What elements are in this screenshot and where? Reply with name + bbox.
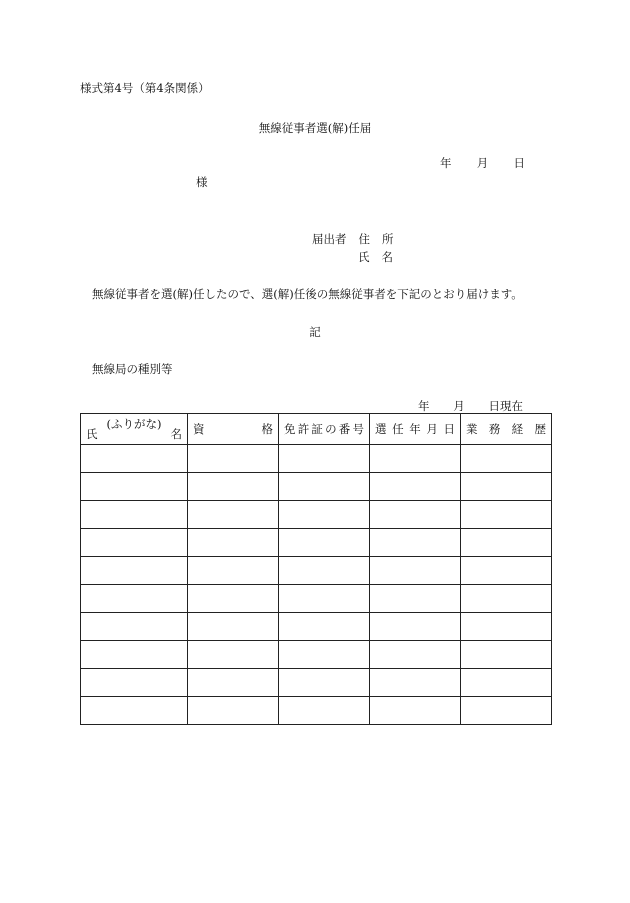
table-row — [81, 501, 552, 529]
table-cell[interactable] — [81, 445, 188, 473]
table-cell[interactable] — [81, 585, 188, 613]
table-cell[interactable] — [370, 641, 461, 669]
header-license-char: 号 — [352, 422, 364, 436]
table-cell[interactable] — [461, 697, 552, 725]
table-cell[interactable] — [188, 529, 279, 557]
header-appointment-date — [370, 414, 461, 445]
table-cell[interactable] — [370, 445, 461, 473]
header-license-char: 許 — [297, 422, 310, 436]
header-appointment-char: 任 — [392, 422, 404, 436]
table-cell[interactable] — [81, 669, 188, 697]
header-career-char: 経 — [511, 422, 524, 436]
table-row — [81, 669, 552, 697]
table-row — [81, 529, 552, 557]
form-number: 様式第4号（第4条関係） — [80, 81, 210, 95]
header-appointment-char: 年 — [409, 422, 421, 436]
notifier-name-row — [358, 249, 393, 265]
table-cell[interactable] — [461, 473, 552, 501]
table-cell[interactable] — [188, 445, 279, 473]
table-cell[interactable] — [188, 557, 279, 585]
table-cell[interactable] — [370, 613, 461, 641]
header-career-char: 業 — [466, 422, 478, 436]
submission-date — [440, 155, 525, 171]
header-qualification — [188, 414, 279, 445]
table-cell[interactable] — [188, 669, 279, 697]
header-name-kana: (ふりがな) — [106, 417, 162, 431]
table-cell[interactable] — [279, 613, 370, 641]
header-license-char: 免 — [284, 422, 296, 436]
day-label: 日 — [513, 156, 525, 170]
header-appointment-char: 選 — [375, 422, 387, 436]
table-cell[interactable] — [81, 473, 188, 501]
table-cell[interactable] — [461, 669, 552, 697]
table-cell[interactable] — [461, 613, 552, 641]
table-cell[interactable] — [370, 557, 461, 585]
table-cell[interactable] — [188, 697, 279, 725]
header-appointment-char: 日 — [443, 422, 455, 436]
table-cell[interactable] — [188, 641, 279, 669]
station-kind-label: 無線局の種別等 — [92, 362, 173, 376]
table-cell[interactable] — [279, 529, 370, 557]
address-char-1: 住 — [358, 232, 370, 246]
table-cell[interactable] — [81, 557, 188, 585]
table-cell[interactable] — [461, 641, 552, 669]
table-cell[interactable] — [279, 585, 370, 613]
table-cell[interactable] — [461, 445, 552, 473]
name-char-1: 氏 — [358, 250, 370, 264]
table-row — [81, 697, 552, 725]
table-cell[interactable] — [81, 613, 188, 641]
table-cell[interactable] — [461, 529, 552, 557]
table-cell[interactable] — [279, 697, 370, 725]
notifier-address-row — [312, 231, 394, 247]
table-cell[interactable] — [279, 557, 370, 585]
table-cell[interactable] — [81, 501, 188, 529]
table-cell[interactable] — [188, 585, 279, 613]
table-cell[interactable] — [461, 501, 552, 529]
header-appointment-char: 月 — [426, 422, 438, 436]
header-name-left: 氏 — [86, 427, 98, 441]
table-cell[interactable] — [279, 473, 370, 501]
table-row — [81, 585, 552, 613]
header-license-char: の — [325, 422, 337, 436]
table-cell[interactable] — [370, 501, 461, 529]
table-cell[interactable] — [370, 473, 461, 501]
header-license-char: 番 — [338, 422, 351, 436]
notification-body: 無線従事者を選(解)任したので、選(解)任後の無線従事者を下記のとおり届けます。 — [92, 287, 523, 301]
table-row — [81, 641, 552, 669]
header-qualification-char: 資 — [193, 422, 205, 436]
table-row — [81, 473, 552, 501]
header-career-char: 歴 — [534, 422, 546, 436]
month-label: 月 — [476, 156, 489, 170]
header-qualification-char: 格 — [261, 422, 273, 436]
table-cell[interactable] — [461, 557, 552, 585]
table-cell[interactable] — [81, 641, 188, 669]
table-cell[interactable] — [188, 501, 279, 529]
as-of-year: 年 — [418, 399, 430, 413]
table-cell[interactable] — [279, 669, 370, 697]
table-row — [81, 557, 552, 585]
document-title: 無線従事者選(解)任届 — [258, 121, 372, 135]
header-name — [81, 414, 188, 445]
table-cell[interactable] — [188, 473, 279, 501]
as-of-month: 月 — [453, 399, 465, 413]
year-label: 年 — [440, 156, 452, 170]
as-of-date — [418, 398, 523, 414]
header-license-number — [279, 414, 370, 445]
operator-table — [80, 413, 552, 725]
address-char-2: 所 — [382, 232, 394, 246]
header-career-char: 務 — [488, 422, 501, 436]
table-cell[interactable] — [461, 585, 552, 613]
table-cell[interactable] — [370, 669, 461, 697]
table-row — [81, 445, 552, 473]
table-cell[interactable] — [279, 501, 370, 529]
header-name-right: 名 — [170, 427, 182, 441]
table-cell[interactable] — [370, 697, 461, 725]
table-body — [81, 445, 552, 725]
notifier-label: 届出者 — [312, 232, 347, 246]
header-license-char: 証 — [311, 422, 323, 436]
table-cell[interactable] — [370, 529, 461, 557]
table-cell[interactable] — [188, 613, 279, 641]
table-cell[interactable] — [81, 529, 188, 557]
table-cell[interactable] — [370, 585, 461, 613]
addressee-suffix: 様 — [196, 175, 208, 189]
table-row — [81, 613, 552, 641]
header-career — [461, 414, 552, 445]
table-cell[interactable] — [81, 697, 188, 725]
table-cell[interactable] — [279, 445, 370, 473]
table-header-row — [81, 414, 552, 445]
name-char-2: 名 — [381, 250, 393, 264]
as-of-day-now: 日現在 — [488, 399, 523, 413]
ki-heading: 記 — [309, 325, 321, 339]
table-cell[interactable] — [279, 641, 370, 669]
